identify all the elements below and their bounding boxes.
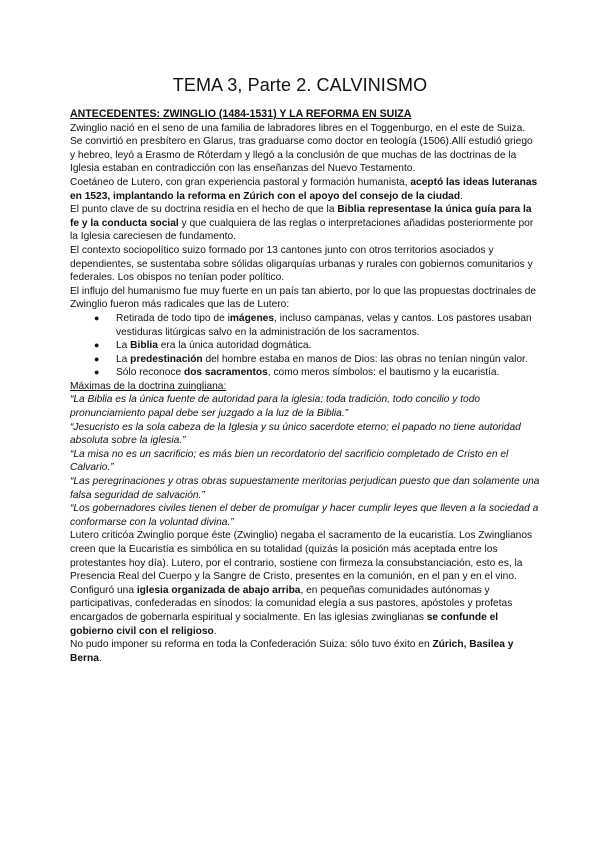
- emphasis-lutheran-ideas: aceptó las ideas luteranas en 1523, implantando la reforma en Zúrich con el apoyo del consejo de la ciudad: [70, 176, 538, 202]
- quote-mass: “La misa no es un sacrificio; es más bien un recordatorio del sacrificio completado de Cristo en el Calvario.”: [70, 448, 509, 474]
- doctrine-bullet-list: [70, 312, 540, 380]
- list-item: ● La Biblia era la única autoridad dogmática.: [116, 339, 540, 353]
- emphasis-bottom-up-church: iglesia organizada de abajo arriba: [136, 584, 301, 596]
- emphasis-civil-religious: se confunde el gobierno civil con el religioso: [70, 611, 499, 637]
- emphasis-bible-guide: Biblia representase la única guía para la fe y la conducta social: [70, 204, 532, 229]
- paragraph-contemporary: Coetáneo de Lutero, con gran experiencia pastoral y formación humanista, aceptó las ideas luteranas en 1523, implantando la reforma en Zúrich con el apoyo del consejo de la ciudad.: [70, 176, 538, 202]
- quote-civil-governors: “Los gobernadores civiles tienen el deber de promulgar y hacer cumplir leyes que lleven a la sociedad a conformarse con la voluntad divina.”: [70, 503, 539, 528]
- paragraph-eucharist: Lutero criticóa Zwinglio porque éste (Zwinglio) negaba el sacramento de la eucaristía. Los Zwinglianos creen que la Eucaristía es simbólica en su totalidad (quizás la posición más aceptada entre los protestantes hoy día). Lutero, por el contrario, sostiene con firmeza la consubstanciación, esto es, la Presencia Real del Cuerpo y la Sangre de Cristo, presentes en la comunión, en el pan y en el vino.: [70, 530, 533, 583]
- quote-christ-head: “Jesucristo es la sola cabeza de la Iglesia y su único sacerdote eterno; el papado no tiene autoridad absoluta sobre la iglesia.”: [70, 421, 521, 447]
- paragraph-key-doctrine: El punto clave de su doctrina residía en el hecho de que la Biblia representase la única guía para la fe y la conducta social y que cualquiera de las reglas o interpretaciones añadidas posteriormente por la Iglesia careciesen de fundamento.: [70, 204, 534, 243]
- list-item: ● La predestinación del hombre estaba en manos de Dios: las obras no tenían ningún valor.: [116, 353, 540, 367]
- list-item: ● Retirada de todo tipo de imágenes, incluso campanas, velas y cantos. Los pastores usaban vestiduras litúrgicas salvo en la administración de los sacramentos.: [116, 312, 540, 339]
- document-body: [70, 108, 540, 665]
- emphasis-cities: Zúrich, Basilea y Berna: [70, 639, 514, 664]
- paragraph-biography: Zwinglio nació en el seno de una familia de labradores libres en el Toggenburgo, en el este de Suiza. Se convirtió en presbítero en Glarus, tras graduarse como doctor en teología (1506).Allí estudió griego y hebreo, leyó a Erasmo de Róterdam y llegó a la conclusión de que muchas de las doctrinas de la Iglesia estaban en contradicción con las enseñanzas del Nuevo Testamento.: [70, 122, 533, 175]
- paragraph-humanism: El influjo del humanismo fue muy fuerte en un país tan abierto, por lo que las propuestas doctrinales de Zwinglio fueron más radicales que las de Lutero:: [70, 285, 537, 311]
- paragraph-sociopolitical: El contexto sociopolítico suizo formado por 13 cantones junto con otros territorios asociados y dependientes, se sustentaba sobre sólidas oligarquías urbanas y rurales con gobiernos comunitarios y federales. Los obispos no tenían poder político.: [70, 244, 533, 284]
- list-item: ● Sólo reconoce dos sacramentos, como meros símbolos: el bautismo y la eucaristía.: [116, 366, 540, 380]
- maxims-heading: Máximas de la doctrina zuingliana:: [70, 380, 227, 392]
- page-title: TEMA 3, Parte 2. CALVINISMO: [172, 75, 428, 95]
- section-heading: ANTECEDENTES: ZWINGLIO (1484-1531) Y LA REFORMA EN SUIZA: [70, 108, 412, 120]
- paragraph-church-organization: Configuró una iglesia organizada de abajo arriba, en pequeñas comunidades autónomas y participativas, confederadas en sínodos: la comunidad elegía a sus pastores, apóstoles y profetas encargados de gobernarla espiritual y socialmente. En las iglesias zwinglianas se confunde el gobierno civil con el religioso.: [70, 584, 513, 637]
- paragraph-reform-success: No pudo imponer su reforma en toda la Confederación Suiza: sólo tuvo éxito en Zúrich, Basilea y Berna.: [70, 639, 514, 664]
- quote-pilgrimages: “Las peregrinaciones y otras obras supuestamente meritorias perjudican puesto que dan solamente una falsa seguridad de salvación.”: [70, 476, 540, 501]
- quote-bible-authority: “La Biblia es la única fuente de autoridad para la iglesia; toda tradición, todo concilio y todo pronunciamiento papal debe ser juzgado a la luz de la Biblia.”: [70, 394, 481, 420]
